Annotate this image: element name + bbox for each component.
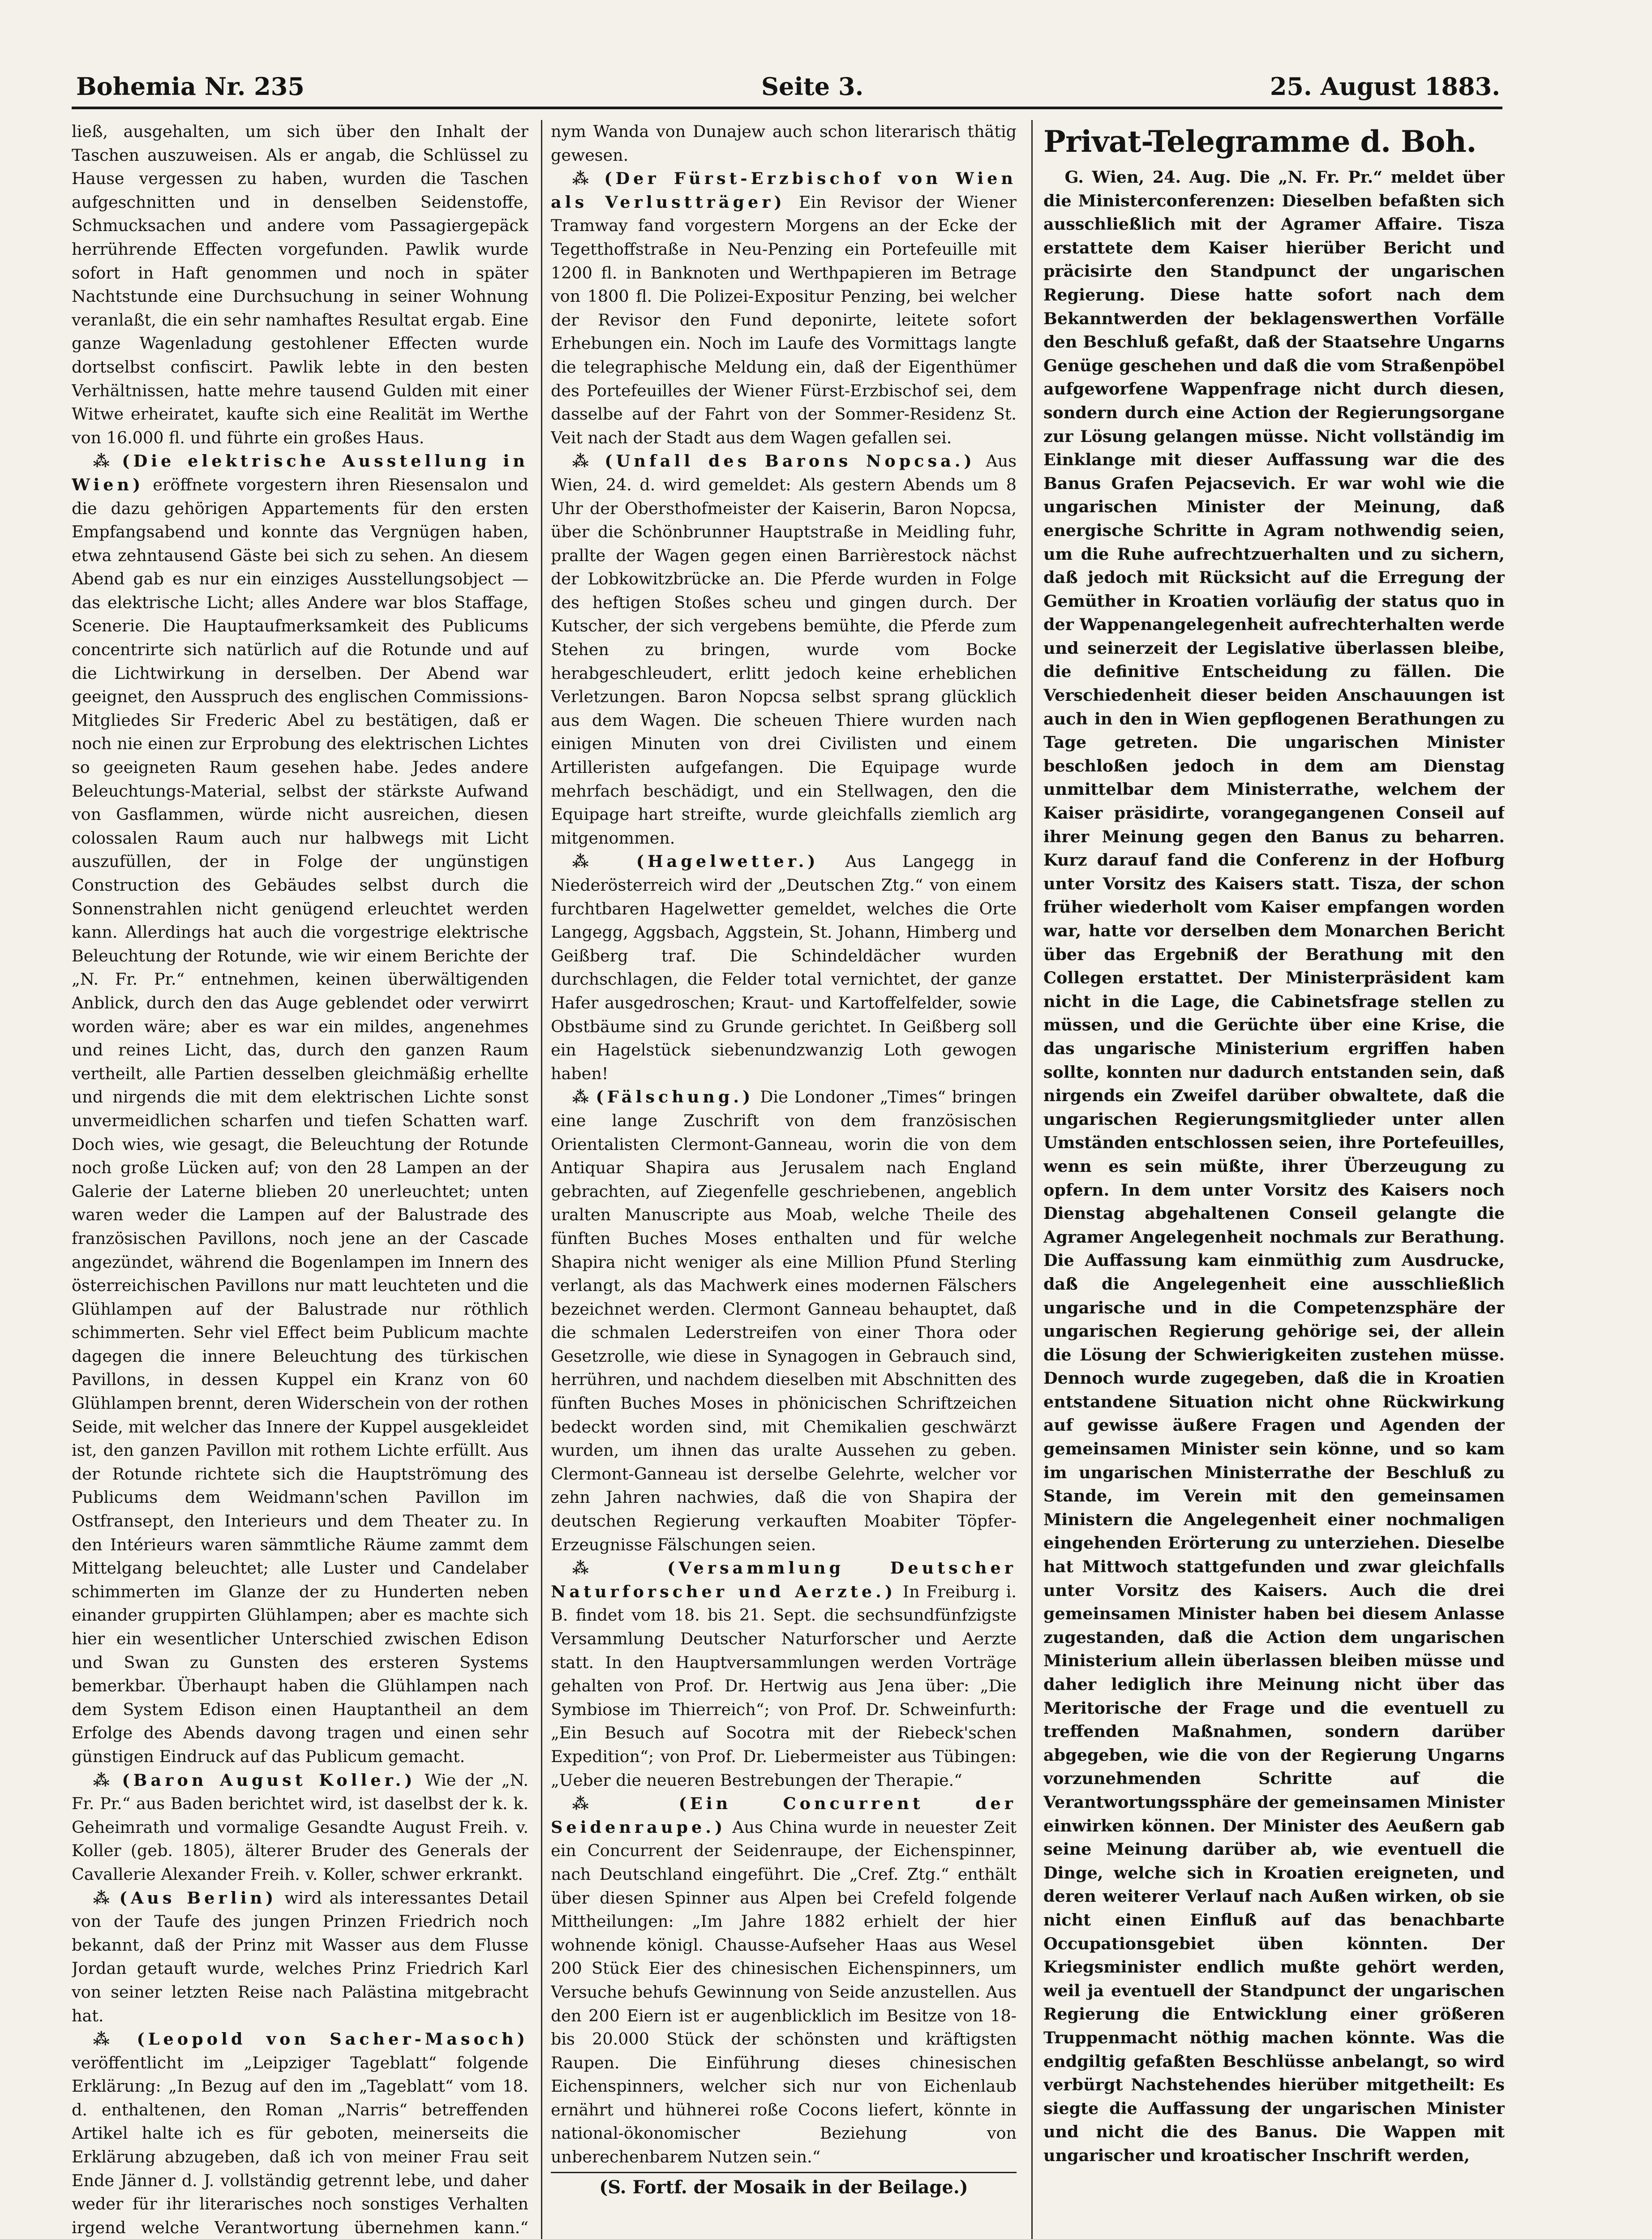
article-kicker: (Die elektrische Ausstellung in Wien) <box>72 451 528 494</box>
telegram-body: Die „N. Fr. Pr.“ meldet über die Ministerconferenzen: Dieselben befaßten sich ausschließlich mit der Agramer Affaire. Tisza erstattete dem Kaiser hierüber Bericht und präcisirte den Standpunct der ungarischen Regierung. Diese hatte sofort nach dem Bekanntwerden der beklagenswerthen Vorfälle den Beschluß gefaßt, daß der Staatsehre Ungarns Genüge geschehen und daß die vom Straßenpöbel aufgeworfene Wappenfrage nicht durch diesen, sondern durch eine Action der Regierungsorgane zur Lösung gelangen müsse. Nicht vollständig im Einklange mit dieser Auffassung war die des Banus Grafen Pejacsevich. Er war wohl wie die ungarischen Minister der Meinung, daß energische Schritte in Agram nothwendig seien, um die Ruhe aufrechtzuerhalten und zu sichern, daß jedoch mit Rücksicht auf die Erregung der Gemüther in Kroatien vorläufig der status quo in der Wappenangelegenheit aufrechterhalten werde und seinerzeit der Legislative überlassen bleibe, die definitive Entscheidung zu fällen. Die Verschiedenheit dieser beiden Anschauungen ist auch in den in Wien gepflogenen Berathungen zu Tage getreten. Die ungarischen Minister beschloßen jedoch in dem am Dienstag unmittelbar dem Ministerrathe, welchem der Kaiser präsidirte, vorangegangenen Conseil auf ihrer Meinung gegen den Banus zu beharren. Kurz darauf fand die Conferenz in der Hofburg unter Vorsitz des Kaisers statt. Tisza, der schon früher wiederholt vom Kaiser empfangen worden war, hatte vor derselben dem Monarchen Bericht über das Ergebniß der Berathung mit den Collegen erstattet. Der Ministerpräsident kam nicht in die Lage, die Cabinetsfrage stellen zu müssen, und die Gerüchte über eine Krise, die das ungarische Ministerium ergriffen haben sollte, konnten nur dadurch entstanden sein, daß nirgends ein Zweifel darüber obwaltete, daß die ungarischen Regierungsmitglieder unter allen Umständen entschlossen seien, ihre Portefeuilles, wenn es sein müßte, ihrer Überzeugung zu opfern. In dem unter Vorsitz des Kaisers noch Dienstag abgehaltenen Conseil gelangte die Agramer Angelegenheit nochmals zur Berathung. Die Auffassung kam einmüthig zum Ausdrucke, daß die Angelegenheit eine ausschließlich ungarische und in die Competenzsphäre der ungarischen Regierung gehörige sei, der allein die Lösung der Schwierigkeiten zustehen müsse. Dennoch wurde zugegeben, daß die in Kroatien entstandene Situation nicht ohne Rückwirkung auf gewisse äußere Fragen und Agenden der gemeinsamen Minister sein könne, und so kam im ungarischen Ministerrathe der Beschluß zu Stande, im Verein mit den gemeinsamen Ministern die Angelegenheit einer nochmaligen eingehenden Erörterung zu unterziehen. Dieselbe hat Mittwoch stattgefunden und zwar gleichfalls unter Vorsitz des Kaisers. Auch die drei gemeinsamen Minister haben bei diesem Anlasse zugestanden, daß die Action dem ungarischen Ministerium allein überlassen bleiben müsse und daher lediglich ihre Meinung nicht über das Meritorische der Frage und die eventuell zu treffenden Maßnahmen, sondern darüber abgegeben, wie die von der Regierung Ungarns vorzunehmenden Schritte auf die Verantwortungssphäre der gemeinsamen Minister einwirken können. Der Minister des Aeußern gab seine Meinung darüber ab, wie eventuell die Dinge, welche sich in Kroatien ereigneten, und deren weiterer Verlauf nach Außen wirken, ob sie nicht einen Einfluß auf das benachbarte Occupationsgebiet üben könnten. Der Kriegsminister endlich mußte gehört werden, weil ja eventuell der Standpunct der ungarischen Regierung die Entwicklung einer größeren Truppenmacht nöthig machen könnte. Was die endgiltig gefaßten Beschlüsse anbelangt, so wird verbürgt Nachstehendes hierüber mitgetheilt: Es siegte die Auffassung der ungarischen Minister und nicht die des Banus. Die Wappen mit ungarischer und kroatischer Inschrift werden, <box>1043 167 1505 2165</box>
asterism-icon: ⁂ <box>572 1794 631 1814</box>
column-3 <box>1043 120 1505 2239</box>
article-body: Ein Revisor der Wiener Tramway fand vorgestern Morgens an der Ecke der Tegetthoffstraße in Neu-Penzing ein Portefeuille mit 1200 fl. in Banknoten und Werthpapieren im Betrage von 1800 fl. Die Polizei-Expositur Penzing, bei welcher der Revisor den Fund deponirte, leitete sofort Erhebungen ein. Noch im Laufe des Vormittags langte die telegraphische Meldung ein, daß der Eigenthümer des Portefeuilles der Wiener Fürst-Erzbischof sei, dem dasselbe auf der Fahrt von der Sommer-Residenz St. Veit nach der Stadt aus dem Wagen gefallen sei. <box>551 192 1017 447</box>
article-kicker: (Der Fürst-Erzbischof von Wien als Verlustträger) <box>551 169 1017 212</box>
article-forgery <box>551 1085 1017 1557</box>
article-body: Die Londoner „Times“ bringen eine lange Zuschrift von dem französischen Orientalisten Clermont-Ganneau, worin die von dem Antiquar Shapira aus Jerusalem nach England gebrachten, auf Ziegenfelle geschriebenen, angeblich uralten Manuscripte aus Moab, welche Theile des fünften Buches Moses enthalten und für welche Shapira nicht weniger als eine Million Pfund Sterling verlangt, als das Machwerk eines modernen Fälschers bezeichnet werden. Clermont Ganneau behauptet, daß die schmalen Lederstreifen von einer Thora oder Gesetzrolle, wie diese in Synagogen in Gebrauch sind, herrühren, und nachdem dieselben mit Abschnitten des fünften Buches Moses in phönicischen Schriftzeichen bedeckt worden sind, mit Chemikalien geschwärzt wurden, um ihnen das uralte Aussehen zu geben. Clermont-Ganneau ist derselbe Gelehrte, welcher vor zehn Jahren nachwies, daß die von Shapira der deutschen Regierung verkauften Moabiter Töpfer-Erzeugnisse Fälschungen seien. <box>551 1087 1017 1554</box>
article-kicker: (Ein Concurrent der Seidenraupe.) <box>551 1794 1017 1837</box>
dateline: G. Wien, 24. Aug. <box>1064 167 1231 187</box>
article-kicker: (Baron August Koller.) <box>122 1770 416 1790</box>
article-body: Aus Langegg in Niederösterreich wird der „Deutschen Ztg.“ von einem furchtbaren Hagelwetter gemeldet, welches die Orte Langegg, Aggsbach, Aggstein, St. Johann, Himberg und Geißberg traf. Die Schindeldächer wurden durchschlagen, die Felder total vernichtet, der ganze Hafer ausgedroschen; Kraut- und Kartoffelfelder, sowie Obstbäume sind zu Grunde gerichtet. In Geißberg soll ein Hagelstück siebenundzwanzig Loth gewogen haben! <box>551 852 1017 1083</box>
asterism-icon: ⁂ <box>572 451 594 471</box>
column-1 <box>72 120 528 2239</box>
telegram-vienna <box>1043 166 1505 2167</box>
article-continuation: ließ, ausgehalten, um sich über den Inhalt der Taschen auszuweisen. Als er angab, die Schlüssel zu Hause vergessen zu haben, wurden die Taschen aufgeschnitten und in denselben Seidenstoffe, Schmucksachen und andere vom Passagiergepäck herrührende Effecten vorgefunden. Pawlik wurde sofort in Haft genommen und noch in später Nachtstunde eine Durchsuchung in seiner Wohnung veranlaßt, die ein sehr namhaftes Resultat ergab. Eine ganze Wagenladung gestohlener Effecten wurde dortselbst confiscirt. Pawlik lebte in den besten Verhältnissen, hatte mehre tausend Gulden mit einer Witwe erheiratet, kaufte sich eine Realität im Werthe von 16.000 fl. und führte ein großes Haus. <box>72 122 528 447</box>
article-body: Aus Wien, 24. d. wird gemeldet: Als gestern Abends um 8 Uhr der Obersthofmeister der Kaiserin, Baron Nopcsa, über die Schönbrunner Hauptstraße in Meidling fuhr, prallte der Wagen gegen einen Barrièrestock nächst der Lobkowitzbrücke an. Die Pferde wurden in Folge des heftigen Stoßes scheu und gingen durch. Der Kutscher, der sich vergebens bemühte, die Pferde zum Stehen zu bringen, wurde vom Bocke herabgeschleudert, erlitt jedoch keine erheblichen Verletzungen. Baron Nopcsa selbst sprang glücklich aus dem Wagen. Die scheuen Thiere wurden nach einigen Minuten von drei Civilisten und einem Artilleristen aufgefangen. Die Equipage wurde mehrfach beschädigt, und ein Stellwagen, den die Equipage hart streifte, wurde gleichfalls ziemlich arg mitgenommen. <box>551 451 1017 848</box>
asterism-icon: ⁂ <box>93 1888 112 1908</box>
article-archbishop <box>551 167 1017 450</box>
header-date: 25. August 1883. <box>1270 72 1500 101</box>
article-electric-exhibition <box>72 450 528 1768</box>
asterism-icon: ⁂ <box>572 852 610 871</box>
article-kicker: (Versammlung Deutscher Naturforscher und Aerzte.) <box>551 1558 1017 1601</box>
article-naturalists-meeting <box>551 1557 1017 1792</box>
article-nopcsa-accident <box>551 450 1017 850</box>
article-body: wird als interessantes Detail von der Taufe des jungen Prinzen Friedrich noch bekannt, daß der Prinz mit Wasser aus dem Flusse Jordan getauft wurde, welches Prinz Friedrich Karl von seiner letzten Reise nach Palästina mitgebracht hat. <box>72 1888 528 2025</box>
article-berlin <box>72 1887 528 2028</box>
header-rule <box>72 107 1502 109</box>
article-kicker: (Unfall des Barons Nopcsa.) <box>605 451 975 471</box>
article-body: In Freiburg i. B. findet vom 18. bis 21. Sept. die sechsundfünfzigste Versammlung Deutscher Naturforscher und Aerzte statt. In den Hauptversammlungen werden Vorträge gehalten von Prof. Dr. Hertwig aus Jena über: „Die Symbiose im Thierreich“; von Prof. Dr. Schweinfurth: „Ein Besuch auf Socotra mit der Riebeck'schen Expedition“; von Prof. Dr. Liebermeister aus Tübingen: „Ueber die neueren Bestrebungen der Therapie.“ <box>551 1582 1017 1790</box>
article-body: veröffentlicht im „Leipziger Tageblatt“ folgende Erklärung: „In Bezug auf den im „Tageblatt“ vom 18. d. enthaltenen, den Roman „Narris“ betreffenden Artikel halte ich es für geboten, meinerseits die Erklärung abzugeben, daß ich von meiner Frau seit Ende Jänner d. J. vollständig getrennt lebe, und daher weder für ihr literarisches noch sonstiges Verhalten irgend welche Verantwortung übernehmen kann.“ <box>72 2053 528 2237</box>
article-body: eröffnete vorgestern ihren Riesensalon und die dazu gehörigen Appartements für den ersten Empfangsabend und konnte das Vergnügen haben, etwa zehntausend Gäste bei sich zu sehen. An diesem Abend gab es nur ein einziges Ausstellungsobject — das elektrische Licht; alles Andere war blos Staffage, Scenerie. Die Hauptaufmerksamkeit des Publicums concentrirte sich natürlich auf die Rotunde und auf die Lichtwirkung in derselben. Der Abend war geeignet, den Ausspruch des englischen Commissions-Mitgliedes Sir Frederic Abel zu bestätigen, daß er noch nie einen zur Erprobung des elektrischen Lichtes so geeigneten Raum gesehen habe. Jedes andere Beleuchtungs-Material, selbst der stärkste Aufwand von Gasflammen, würde nicht ausreichen, diesen colossalen Raum auch nur halbwegs mit Licht auszufüllen, der in Folge der ungünstigen Construction des Gebäudes selbst durch die Sonnenstrahlen nicht genügend erleuchtet werden kann. Allerdings hat auch die vorgestrige elektrische Beleuchtung der Rotunde, wie wir einem Berichte der „N. Fr. Pr.“ entnehmen, keinen überwältigenden Anblick, durch den das Auge geblendet oder verwirrt worden wäre; aber es war ein mildes, angenehmes und reines Licht, das, durch den ganzen Raum vertheilt, alle Partien desselben gleichmäßig erhellte und nirgends die mit dem elektrischen Lichte sonst unvermeidlichen scharfen und tiefen Schatten warf. Doch wies, wie gesagt, die Beleuchtung der Rotunde noch große Lücken auf; von den 28 Lampen an der Galerie der Laterne blieben 20 unerleuchtet; unten waren weder die Lampen auf der Balustrade des französischen Pavillons, noch jene an der Cascade angezündet, während die Bogenlampen im Innern des österreichischen Pavillons nur matt leuchteten und die Glühlampen auf der Balustrade nur röthlich schimmerten. Sehr viel Effect beim Publicum machte dagegen die innere Beleuchtung des türkischen Pavillons, in dessen Kuppel ein Kranz von 60 Glühlampen brennt, deren Widerschein von der rothen Seide, mit welcher das Innere der Kuppel ausgekleidet ist, den ganzen Pavillon mit rothem Lichte erfüllt. Aus der Rotunde richtete sich die Hauptströmung des Publicums dem Weidmann'schen Pavillon im Ostfransept, den Interieurs und dem Theater zu. In den Intérieurs waren sämmtliche Räume zammt dem Mittelgang beleuchtet; alle Luster und Candelaber schimmerten im Glanze der zu Hunderten neben einander gruppirten Glühlampen; aber es machte sich hier ein wesentlicher Unterschied zwischen Edison und Swan zu Gunsten des ersteren Systems bemerkbar. Überhaupt haben die Glühlampen nach dem System Edison einen Hauptantheil an dem Erfolge des Abends davong tragen und einen sehr günstigen Eindruck auf das Publicum gemacht. <box>72 475 528 1766</box>
asterism-icon: ⁂ <box>572 1087 590 1107</box>
column-2 <box>551 120 1017 2234</box>
article-sacher-masoch <box>72 2028 528 2239</box>
article-body: Aus China wurde in neuester Zeit ein Concurrent der Seidenraupe, der Eichenspinner, nach Deutschland eingeführt. Die „Cref. Ztg.“ enthält über diesen Spinner aus Alpen bei Crefeld folgende Mittheilungen: „Im Jahre 1882 erhielt der hier wohnende königl. Chausse-Aufseher Haas aus Wesel 200 Stück Eier des chinesischen Eichenspinners, um Versuche behufs Gewinnung von Seide anzustellen. Aus den 200 Eiern ist er augenblicklich im Besitze von 18- bis 20.000 Stück der schönsten und kräftigsten Raupen. Die Einführung dieses chinesischen Eichenspinners, welcher sich nur von Eichenlaub ernährt und hühnerei roße Cocons liefert, könnte in national-ökonomischer Beziehung von unberechenbarem Nutzen sein.“ <box>551 1817 1017 2167</box>
column-divider-1 <box>541 120 542 2239</box>
article-hailstorm <box>551 850 1017 1085</box>
asterism-icon: ⁂ <box>93 451 113 471</box>
article-body: Wie der „N. Fr. Pr.“ aus Baden berichtet wird, ist daselbst der k. k. Geheimrath und vormalige Gesandte August Freih. v. Koller (geb. 1805), älterer Bruder des Generals der Cavallerie Alexander Freih. v. Koller, schwer erkrankt. <box>72 1770 528 1884</box>
article-kicker: (Fälschung.) <box>596 1087 754 1107</box>
asterism-icon: ⁂ <box>93 2029 121 2049</box>
continued-note: (S. Fortf. der Mosaik in der Beilage.) <box>551 2172 1017 2200</box>
header-issue: Bohemia Nr. 235 <box>76 72 305 101</box>
section-title: Privat-Telegramme d. Boh. <box>1043 124 1476 159</box>
article-kicker: (Aus Berlin) <box>119 1888 277 1908</box>
asterism-icon: ⁂ <box>572 169 594 189</box>
header-page-number: Seite 3. <box>761 72 864 101</box>
column-divider-2 <box>1031 120 1033 2239</box>
asterism-icon: ⁂ <box>572 1558 626 1578</box>
article-silkworm <box>551 1792 1017 2169</box>
article-kicker: (Hagelwetter.) <box>636 852 819 871</box>
article-baron-koller <box>72 1769 528 1887</box>
page-header <box>18 71 1500 102</box>
article-continuation: nym Wanda von Dunajew auch schon literarisch thätig gewesen. <box>551 122 1017 165</box>
article-kicker: (Leopold von Sacher-Masoch) <box>137 2029 528 2049</box>
asterism-icon: ⁂ <box>93 1770 113 1790</box>
